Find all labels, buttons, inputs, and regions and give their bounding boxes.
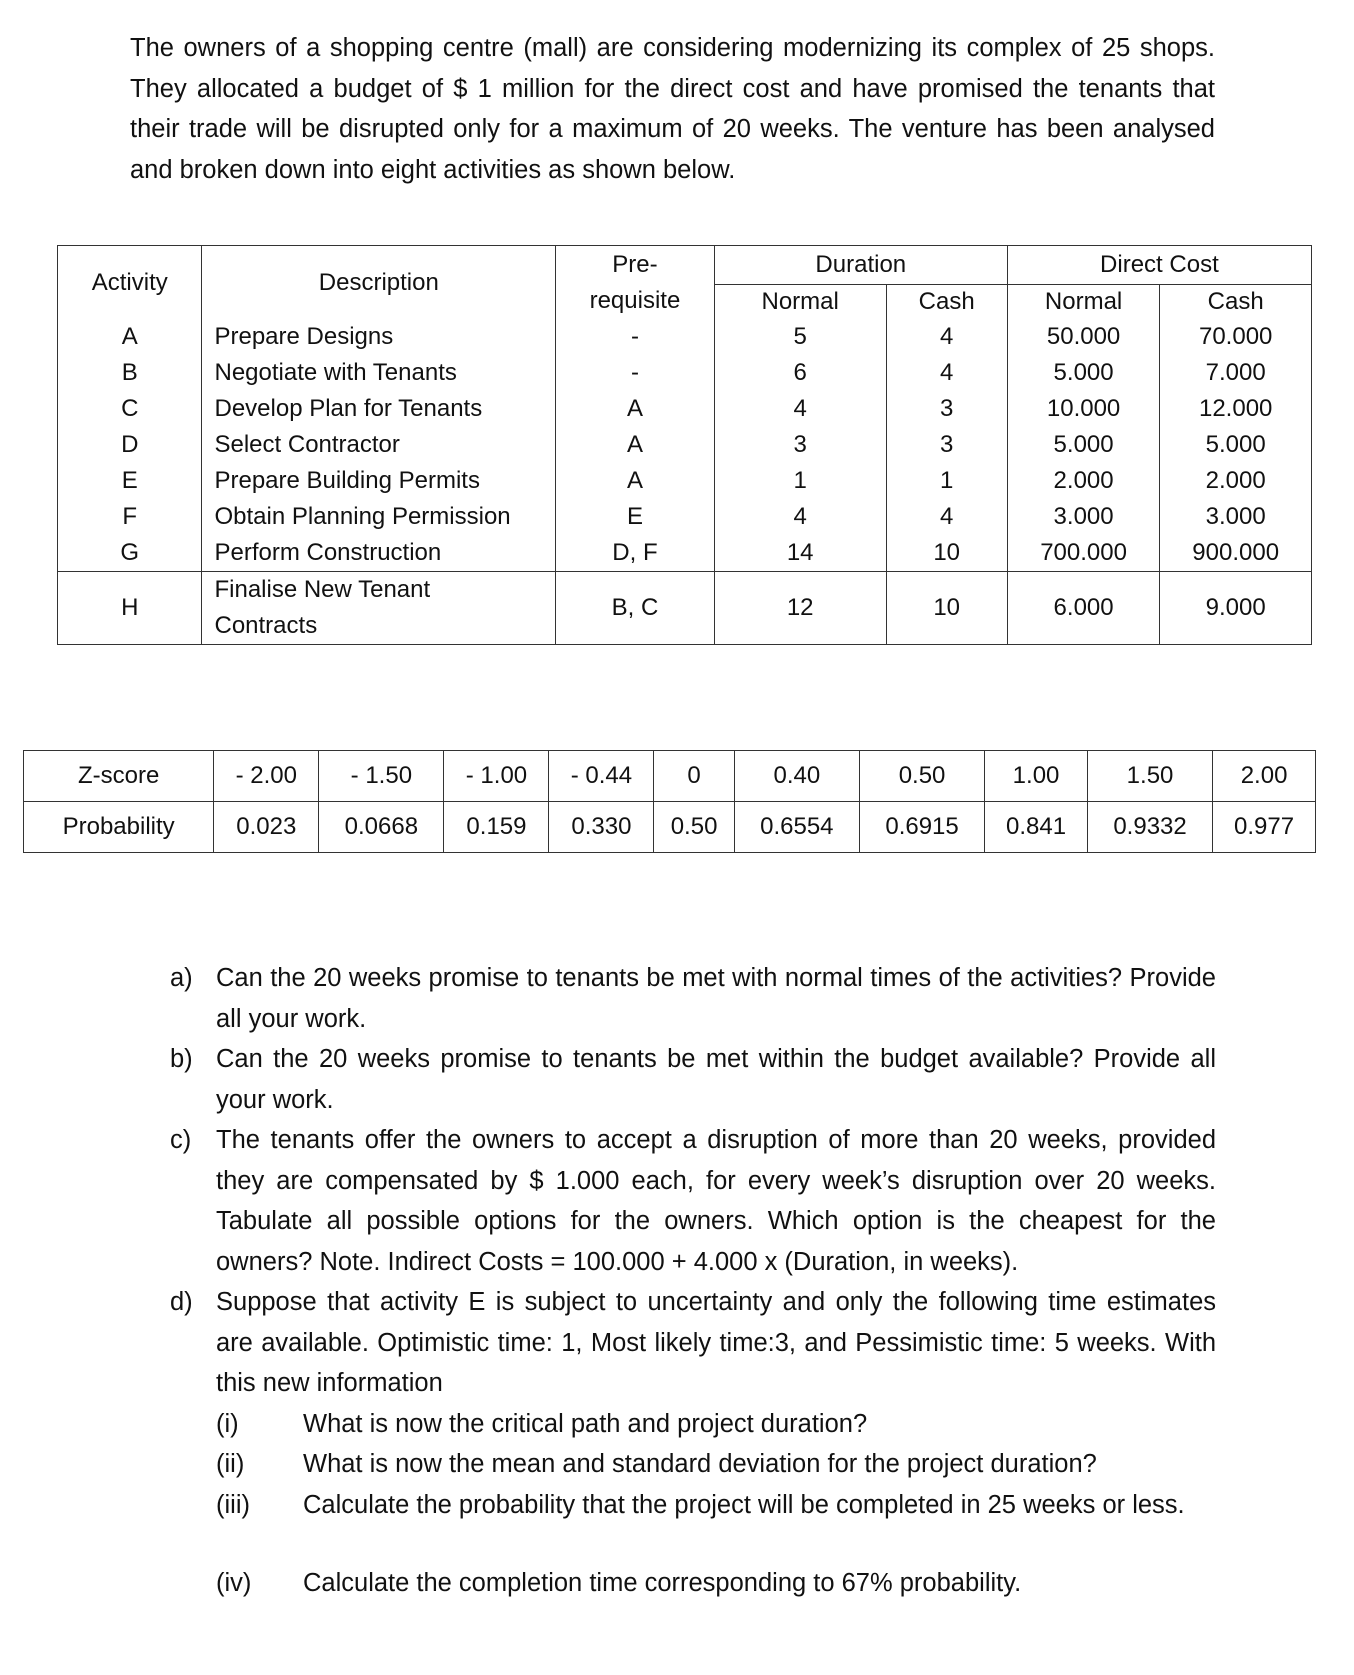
questions-list (170, 958, 1216, 1604)
probability-value: 0.023 (214, 802, 319, 853)
duration-cash: 3 (886, 391, 1007, 427)
duration-cash: 4 (886, 319, 1007, 355)
question-label: b) (170, 1045, 193, 1073)
z-score-table (23, 750, 1316, 853)
cost-cash: 2.000 (1160, 463, 1312, 499)
header-prerequisite-line2: requisite (589, 286, 681, 314)
question-c (170, 1120, 1216, 1282)
sub-question-label: (iii) (216, 1490, 250, 1519)
activity-prerequisite: D, F (556, 535, 715, 572)
duration-normal: 6 (714, 355, 886, 391)
probability-value: 0.6554 (734, 802, 859, 853)
z-score-value: 1.00 (985, 751, 1088, 802)
activity-description: Obtain Planning Permission (202, 499, 556, 535)
sub-question-text: What is now the critical path and project duration? (303, 1409, 868, 1438)
question-text: Can the 20 weeks promise to tenants be met with normal times of the activities? Provide all your work. (216, 964, 1216, 1033)
header-cost-cash: Cash (1160, 285, 1312, 320)
activity-prerequisite: - (556, 355, 715, 391)
intro-paragraph: The owners of a shopping centre (mall) are considering modernizing its complex of 25 shops. They allocated a budget of $ 1 million for the direct cost and have promised the tenants that their trade will be disrupted only for a maximum of 20 weeks. The venture has been analysed and broken down into eight activities as shown below. (130, 34, 1215, 184)
activity-id: B (58, 355, 202, 391)
duration-normal: 12 (714, 572, 886, 645)
duration-cash: 1 (886, 463, 1007, 499)
activity-prerequisite: A (556, 427, 715, 463)
table-row (58, 463, 1312, 499)
header-cost-normal: Normal (1007, 285, 1160, 320)
question-label: c) (170, 1126, 192, 1154)
sub-question-text: Calculate the completion time corresponding to 67% probability. (303, 1569, 1022, 1597)
probability-label: Probability (24, 802, 214, 853)
duration-cash: 3 (886, 427, 1007, 463)
cost-cash: 70.000 (1160, 319, 1312, 355)
sub-question (216, 1404, 1216, 1445)
duration-cash: 10 (886, 535, 1007, 572)
z-score-value: - 2.00 (214, 751, 319, 802)
sub-question-label: (iv) (216, 1569, 252, 1597)
question-b (170, 1039, 1216, 1120)
activity-description: Negotiate with Tenants (202, 355, 556, 391)
cost-normal: 10.000 (1007, 391, 1160, 427)
cost-cash: 7.000 (1160, 355, 1312, 391)
cost-normal: 50.000 (1007, 319, 1160, 355)
sub-question-label: (i) (216, 1409, 239, 1438)
activity-id: F (58, 499, 202, 535)
activity-prerequisite: B, C (556, 572, 715, 645)
z-score-value: 2.00 (1213, 751, 1316, 802)
activity-id: E (58, 463, 202, 499)
sub-question (216, 1563, 1216, 1604)
question-d-body (216, 1282, 1216, 1604)
cost-normal: 2.000 (1007, 463, 1160, 499)
cost-cash: 9.000 (1160, 572, 1312, 645)
sub-question-text: What is now the mean and standard deviation for the project duration? (303, 1450, 1097, 1478)
table-row (58, 499, 1312, 535)
duration-cash: 10 (886, 572, 1007, 645)
duration-normal: 14 (714, 535, 886, 572)
question-a (170, 958, 1216, 1039)
probability-value: 0.330 (549, 802, 654, 853)
activity-description: Select Contractor (202, 427, 556, 463)
header-prerequisite-line1: Pre- (612, 250, 658, 278)
table-row (58, 427, 1312, 463)
activity-description: Perform Construction (202, 535, 556, 572)
question-label: a) (170, 964, 193, 992)
header-description: Description (202, 246, 556, 320)
probability-value: 0.977 (1213, 802, 1316, 853)
question-text: Suppose that activity E is subject to uncertainty and only the following time estimates are available. Optimistic time: 1, Most likely time:3, and Pessimistic time: 5 weeks. With this new information (216, 1288, 1216, 1397)
activity-description-line1: Finalise New Tenant (214, 576, 431, 603)
sub-question (216, 1485, 1216, 1526)
z-score-value: 0.50 (859, 751, 984, 802)
z-score-value: - 1.50 (319, 751, 444, 802)
table-row (58, 391, 1312, 427)
table-row (58, 319, 1312, 355)
z-score-value: 0.40 (734, 751, 859, 802)
probability-value: 0.159 (444, 802, 549, 853)
question-text: The tenants offer the owners to accept a disruption of more than 20 weeks, provided they are compensated by $ 1.000 each, for every week’s disruption over 20 weeks. Tabulate all possible options for the owners. Which option is the cheapest for the owners? Note. Indirect Costs = 100.000 + 4.000 x (Duration, in weeks). (216, 1126, 1216, 1276)
activity-id: A (58, 319, 202, 355)
header-duration-normal: Normal (714, 285, 886, 320)
activity-description: Prepare Designs (202, 319, 556, 355)
sub-question-label: (ii) (216, 1450, 245, 1478)
probability-value: 0.9332 (1087, 802, 1212, 853)
cost-cash: 5.000 (1160, 427, 1312, 463)
table-row (58, 572, 1312, 645)
z-score-value: 1.50 (1087, 751, 1212, 802)
question-d (170, 1282, 1216, 1604)
table-row (58, 535, 1312, 572)
activity-description: Develop Plan for Tenants (202, 391, 556, 427)
probability-value: 0.50 (654, 802, 734, 853)
activity-prerequisite: - (556, 319, 715, 355)
cost-normal: 6.000 (1007, 572, 1160, 645)
activity-prerequisite: A (556, 391, 715, 427)
duration-cash: 4 (886, 355, 1007, 391)
cost-normal: 3.000 (1007, 499, 1160, 535)
z-score-row (24, 751, 1316, 802)
question-label: d) (170, 1288, 193, 1316)
duration-cash: 4 (886, 499, 1007, 535)
header-duration-cash: Cash (886, 285, 1007, 320)
cost-cash: 3.000 (1160, 499, 1312, 535)
activity-prerequisite: E (556, 499, 715, 535)
sub-question-text: Calculate the probability that the project will be completed in 25 weeks or less. (303, 1490, 1185, 1519)
duration-normal: 1 (714, 463, 886, 499)
activity-id: G (58, 535, 202, 572)
duration-normal: 5 (714, 319, 886, 355)
question-text: Can the 20 weeks promise to tenants be met within the budget available? Provide all your work. (216, 1045, 1216, 1114)
probability-value: 0.0668 (319, 802, 444, 853)
activity-id: H (58, 572, 202, 645)
cost-normal: 700.000 (1007, 535, 1160, 572)
sub-question (216, 1444, 1216, 1485)
z-score-value: - 1.00 (444, 751, 549, 802)
z-score-value: - 0.44 (549, 751, 654, 802)
cost-cash: 900.000 (1160, 535, 1312, 572)
header-duration: Duration (714, 246, 1007, 285)
z-score-label: Z-score (24, 751, 214, 802)
header-activity: Activity (58, 246, 202, 320)
activity-prerequisite: A (556, 463, 715, 499)
cost-cash: 12.000 (1160, 391, 1312, 427)
activity-description: Prepare Building Permits (202, 463, 556, 499)
duration-normal: 4 (714, 499, 886, 535)
activity-table (57, 245, 1312, 645)
header-prerequisite (556, 246, 715, 320)
duration-normal: 3 (714, 427, 886, 463)
cost-normal: 5.000 (1007, 427, 1160, 463)
duration-normal: 4 (714, 391, 886, 427)
probability-row (24, 802, 1316, 853)
activity-id: C (58, 391, 202, 427)
activity-id: D (58, 427, 202, 463)
probability-value: 0.841 (985, 802, 1088, 853)
z-score-value: 0 (654, 751, 734, 802)
header-direct-cost: Direct Cost (1007, 246, 1311, 285)
cost-normal: 5.000 (1007, 355, 1160, 391)
probability-value: 0.6915 (859, 802, 984, 853)
activity-description (202, 572, 556, 645)
table-row (58, 355, 1312, 391)
activity-description-line2: Contracts (214, 612, 318, 639)
